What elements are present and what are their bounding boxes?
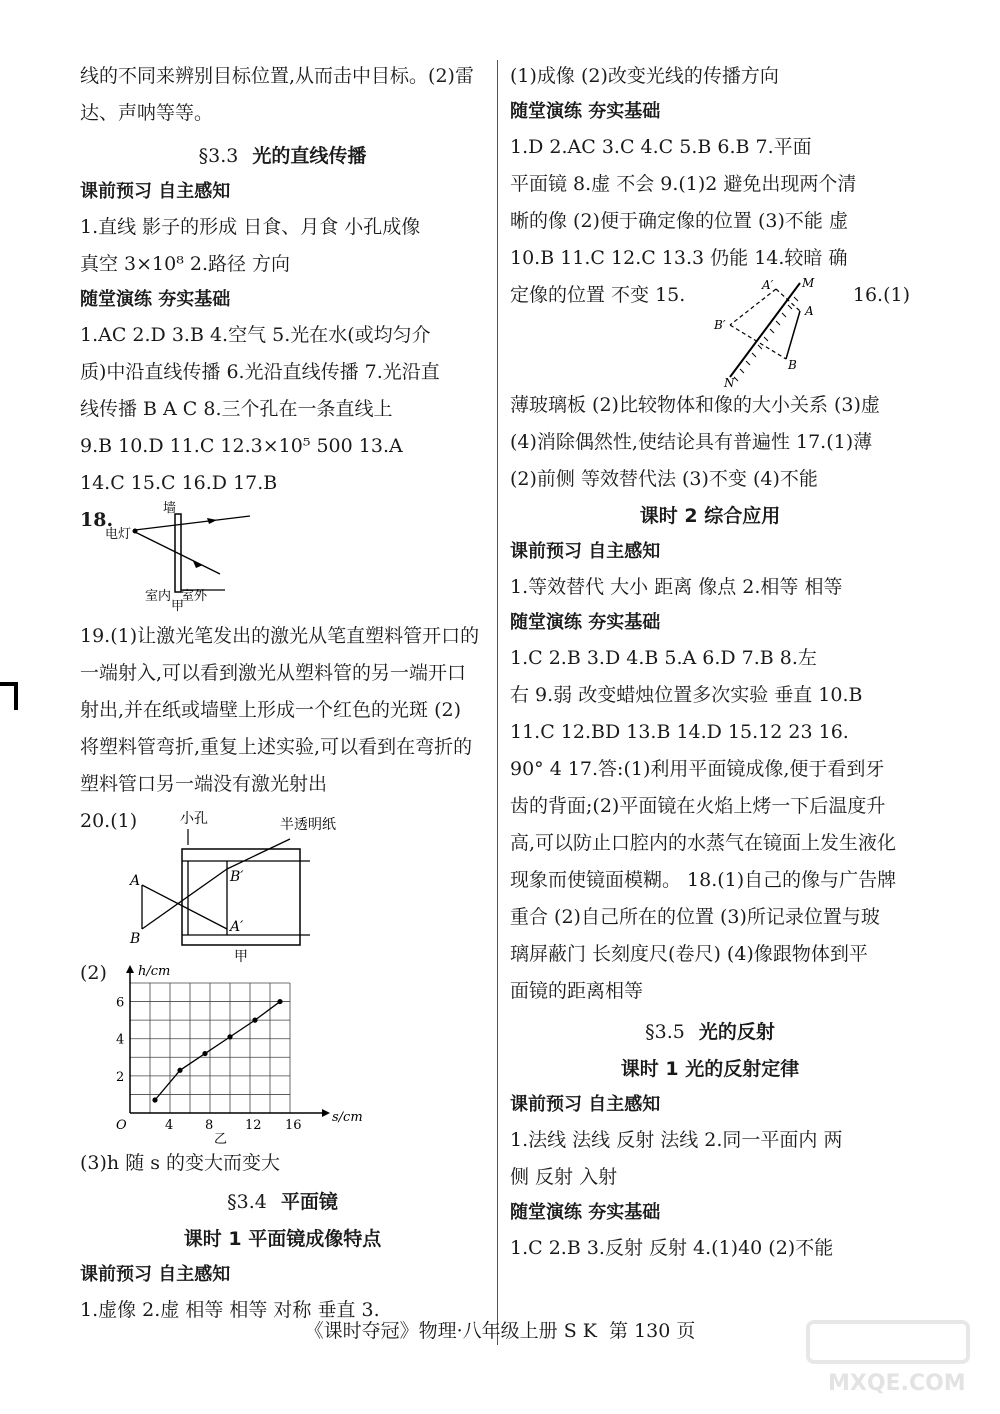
right-line-1: (1)成像 (2)改变光线的传播方向 <box>510 65 779 87</box>
data-point <box>152 1097 157 1102</box>
section-number: §3.3 <box>198 145 239 167</box>
x-tick-label: 8 <box>205 1118 214 1133</box>
q19-line-4: 将塑料管弯折,重复上述实验,可以看到在弯折的 <box>80 736 473 758</box>
figure-18-light-diagram <box>95 501 295 614</box>
preview-heading: 课前预习 自主感知 <box>80 181 231 202</box>
practice-heading: 随堂演练 夯实基础 <box>510 101 661 122</box>
q19-line-2: 一端射入,可以看到激光从塑料管的另一端开口 <box>80 662 467 684</box>
column-divider <box>497 60 498 1345</box>
right-line-5: 10.B 11.C 12.C 13.3 仍能 14.较暗 确 <box>510 247 848 269</box>
y-tick-label: 6 <box>116 995 125 1011</box>
data-point <box>202 1051 207 1056</box>
y-axis-label: h/cm <box>138 964 171 979</box>
footer-book-title: 《课时夺冠》物理·八年级上册 S K <box>304 1320 597 1342</box>
label-M: M <box>802 276 815 290</box>
question-18 <box>80 502 485 614</box>
figure-20-pinhole-diagram <box>130 805 390 963</box>
preview-heading-2: 课前预习 自主感知 <box>80 1264 231 1285</box>
preview-line-1: 1.直线 影子的形成 日食、月食 小孔成像 <box>80 216 421 238</box>
right-line-14: 90° 4 17.答:(1)利用平面镜成像,便于看到牙 <box>510 758 885 780</box>
q20-part2-label: (2) <box>80 962 107 984</box>
margin-mark <box>0 670 22 710</box>
preview-34-line: 1.虚像 2.虚 相等 相等 对称 垂直 3. <box>80 1299 380 1321</box>
outside-label: 室外 <box>181 589 208 604</box>
right-line-10: 1.等效替代 大小 距离 像点 2.相等 相等 <box>510 576 843 598</box>
preview-heading-2: 课前预习 自主感知 <box>510 1094 661 1115</box>
right-line-12: 右 9.弱 改变蜡烛位置多次实验 垂直 10.B <box>510 684 863 706</box>
practice-line-3: 线传播 B A C 8.三个孔在一条直线上 <box>80 398 393 420</box>
left-line-2: 达、声呐等等。 <box>80 102 214 124</box>
section-title: 光的直线传播 <box>252 145 367 167</box>
right-line-8: (4)消除偶然性,使结论具有普遍性 17.(1)薄 <box>510 431 873 453</box>
label-B: B <box>130 931 141 947</box>
y-axis-arrow <box>126 965 134 973</box>
q20-label: 20.(1) <box>80 810 138 832</box>
data-point <box>252 1018 257 1023</box>
watermark-text: MXQE.COM <box>828 1371 966 1396</box>
section-title: 平面镜 <box>280 1191 338 1213</box>
right-line-19: 璃屏蔽门 长刻度尺(卷尺) (4)像跟物体到平 <box>510 943 868 965</box>
question-20 <box>80 803 485 963</box>
lamp-label: 电灯 <box>105 527 132 542</box>
q19-line-3: 射出,并在纸或墙壁上形成一个红色的光斑 (2) <box>80 699 461 721</box>
label-A: A <box>130 873 141 889</box>
hole-label: 小孔 <box>180 811 208 827</box>
question-20-part-2 <box>80 963 485 1145</box>
right-line-22: 侧 反射 入射 <box>510 1166 618 1188</box>
practice-line-2: 质)中沿直线传播 6.光沿直线传播 7.光沿直 <box>80 361 440 383</box>
section-3-4-heading <box>80 1184 485 1221</box>
left-line-1: 线的不同来辨别目标位置,从而击中目标。(2)雷 <box>80 65 474 87</box>
q19-line-1: 19.(1)让激光笔发出的激光从笔直塑料管开口的 <box>80 625 480 647</box>
figure-15-mirror-diagram <box>710 276 830 390</box>
series-line <box>155 1002 280 1100</box>
q19-line-5: 塑料管口另一端没有激光射出 <box>80 773 328 795</box>
right-line-11: 1.C 2.B 3.D 4.B 5.A 6.D 7.B 8.左 <box>510 647 817 669</box>
section-3-3-heading <box>80 138 485 175</box>
right-line-4: 晰的像 (2)便于确定像的位置 (3)不能 虚 <box>510 210 848 232</box>
watermark-logo <box>798 1318 978 1398</box>
x-axis-arrow <box>322 1109 330 1117</box>
x-tick-label: 16 <box>285 1118 302 1133</box>
fig18-caption: 甲 <box>171 599 185 614</box>
right-line-20: 面镜的距离相等 <box>510 980 644 1002</box>
label-B-prime: B′ <box>230 869 244 885</box>
right-line-6b: 16.(1) <box>852 284 910 306</box>
right-line-6a: 定像的位置 不变 15. <box>510 284 686 306</box>
q20-part3: (3)h 随 s 的变大而变大 <box>80 1152 281 1174</box>
data-point <box>227 1034 232 1039</box>
lesson-3-heading: 课时 1 光的反射定律 <box>620 1058 800 1080</box>
right-line-21: 1.法线 法线 反射 法线 2.同一平面内 两 <box>510 1129 843 1151</box>
right-column <box>510 58 910 1267</box>
inside-label: 室内 <box>145 589 172 604</box>
y-tick-label: 2 <box>116 1069 125 1085</box>
lesson-1-heading: 课时 1 平面镜成像特点 <box>183 1228 382 1250</box>
y-tick-label: 4 <box>116 1032 125 1048</box>
x-axis-label: s/cm <box>332 1110 363 1125</box>
right-line-18: 重合 (2)自己所在的位置 (3)所记录位置与玻 <box>510 906 880 928</box>
label-B: B <box>788 358 797 372</box>
section-3-5-heading <box>510 1014 910 1051</box>
paper-label: 半透明纸 <box>280 817 336 833</box>
practice-heading: 随堂演练 夯实基础 <box>80 289 231 310</box>
practice-line-5: 14.C 15.C 16.D 17.B <box>80 472 278 494</box>
data-point <box>277 999 282 1004</box>
right-line-3: 平面镜 8.虚 不会 9.(1)2 避免出现两个清 <box>510 173 857 195</box>
fig20-caption: 甲 <box>234 949 248 965</box>
left-column <box>80 58 485 1329</box>
right-line-7: 薄玻璃板 (2)比较物体和像的大小关系 (3)虚 <box>510 394 880 416</box>
preview-line-2: 真空 3×10⁸ 2.路径 方向 <box>80 253 291 275</box>
question-15-16 <box>510 276 910 390</box>
practice-line-4: 9.B 10.D 11.C 12.3×10⁵ 500 13.A <box>80 435 403 457</box>
label-B-prime: B′ <box>714 318 726 332</box>
right-line-9: (2)前侧 等效替代法 (3)不变 (4)不能 <box>510 468 818 490</box>
right-line-23: 1.C 2.B 3.反射 反射 4.(1)40 (2)不能 <box>510 1237 834 1259</box>
x-tick-label: 4 <box>165 1118 174 1133</box>
x-tick-label: 12 <box>245 1118 262 1133</box>
chart-caption: 乙 <box>214 1132 228 1147</box>
right-line-16: 高,可以防止口腔内的水蒸气在镜面上发生液化 <box>510 832 897 854</box>
practice-line-1: 1.AC 2.D 3.B 4.空气 5.光在水(或均匀介 <box>80 324 431 346</box>
right-line-17: 现象而使镜面模糊。 18.(1)自己的像与广告牌 <box>510 869 897 891</box>
lamp-icon <box>133 529 138 534</box>
section-title: 光的反射 <box>698 1021 775 1043</box>
q18-label: 18. <box>80 509 114 531</box>
practice-heading-3: 随堂演练 夯实基础 <box>510 1202 661 1223</box>
label-A-prime: A′ <box>230 919 244 935</box>
data-point <box>177 1068 182 1073</box>
label-A: A <box>805 304 814 318</box>
label-N: N <box>724 376 735 390</box>
right-line-15: 齿的背面;(2)平面镜在火焰上烤一下后温度升 <box>510 795 886 817</box>
section-number: §3.5 <box>645 1021 685 1043</box>
label-A-prime: A′ <box>762 278 774 292</box>
wall-label: 墙 <box>163 501 177 516</box>
h-s-line-chart <box>90 963 363 1147</box>
right-line-13: 11.C 12.BD 13.B 14.D 15.12 23 16. <box>510 721 849 743</box>
section-number: §3.4 <box>227 1191 267 1213</box>
practice-heading-2: 随堂演练 夯实基础 <box>510 612 661 633</box>
right-line-2: 1.D 2.AC 3.C 4.C 5.B 6.B 7.平面 <box>510 136 812 158</box>
preview-heading: 课前预习 自主感知 <box>510 541 661 562</box>
footer-page-number: 第 130 页 <box>609 1320 696 1342</box>
lesson-2-heading: 课时 2 综合应用 <box>639 505 781 527</box>
origin-label: O <box>116 1118 127 1133</box>
